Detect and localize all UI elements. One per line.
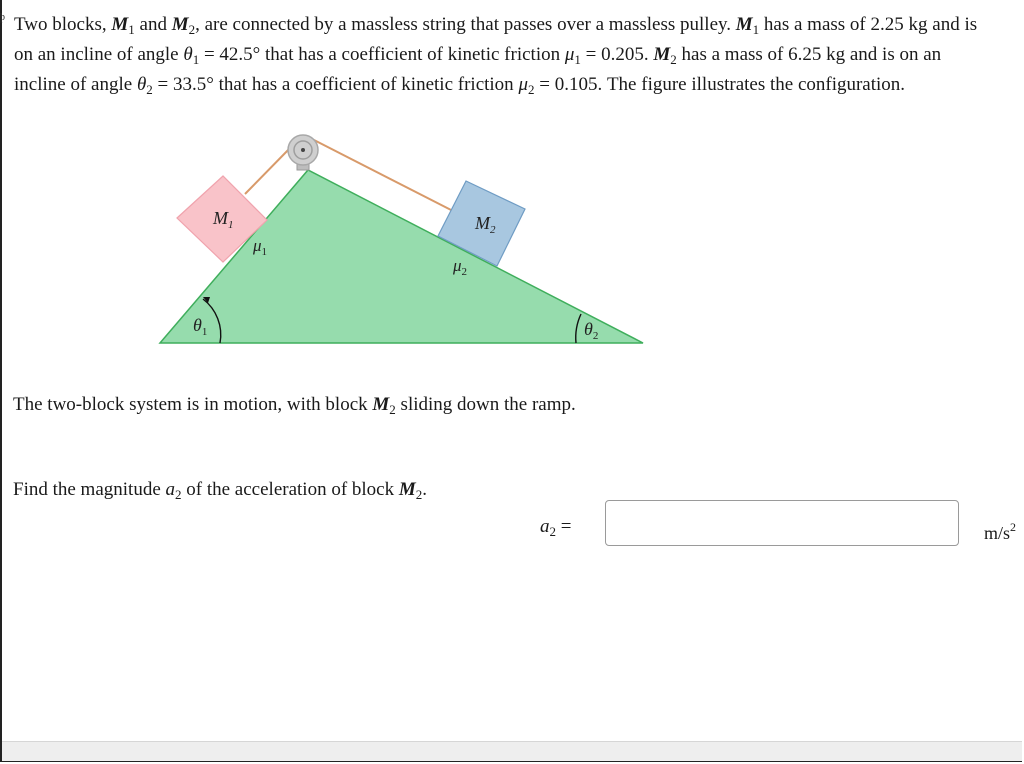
var-a2: a <box>540 516 550 537</box>
text: sliding down the ramp. <box>395 394 576 415</box>
text: has a mass of 6.25 kg and is on an <box>676 44 942 65</box>
var-m1: M <box>111 14 129 35</box>
text: has a mass of 2.25 kg and is <box>759 14 978 35</box>
unit-text: m/s <box>984 523 1011 543</box>
text: , are connected by a massless string that passes over a massless pulley. <box>195 14 736 35</box>
t: 1 <box>201 326 208 338</box>
var-theta2: θ <box>136 74 147 95</box>
var-a2: a <box>165 479 176 500</box>
motion-statement <box>13 392 576 423</box>
sub: 2 <box>175 487 182 502</box>
sub: 2 <box>549 524 556 539</box>
answer-unit <box>984 514 1016 546</box>
var-m2: M <box>372 394 390 415</box>
text: = 0.105. The figure illustrates the configuration. <box>534 74 906 95</box>
edge-marker: þ <box>0 12 5 23</box>
var-mu1: μ <box>564 44 575 65</box>
text: incline of angle <box>14 74 137 95</box>
question-prompt <box>13 477 427 508</box>
var-m2: M <box>171 14 189 35</box>
incline-diagram <box>150 128 650 353</box>
var-m2: M <box>653 44 671 65</box>
t: 2 <box>490 224 496 236</box>
text: . <box>422 479 428 500</box>
text: Two blocks, <box>14 14 112 35</box>
t: M <box>213 208 228 228</box>
t: 1 <box>228 219 234 231</box>
problem-statement <box>14 10 1024 100</box>
pulley-axle <box>301 148 305 152</box>
problem-line-2 <box>14 40 1024 70</box>
sub: 2 <box>415 487 423 502</box>
problem-line-1 <box>14 10 1024 40</box>
sub: 1 <box>574 52 581 67</box>
sub: 1 <box>192 52 200 67</box>
t: θ <box>193 315 202 335</box>
text: = 0.205. <box>580 44 654 65</box>
text: Find the magnitude <box>13 479 166 500</box>
sub: 2 <box>527 82 535 97</box>
t: μ <box>253 236 262 255</box>
t: μ <box>453 256 462 275</box>
var-theta1: θ <box>183 44 193 65</box>
t: M <box>475 213 490 233</box>
answer-input[interactable] <box>605 500 959 546</box>
text: = 42.5° that has a coefficient of kinetic friction <box>199 44 565 65</box>
var-mu2: μ <box>518 74 528 95</box>
equals: = <box>556 516 572 537</box>
sub: 2 <box>146 82 153 97</box>
text: on an incline of angle <box>14 44 184 65</box>
text: and <box>134 14 172 35</box>
sub: 2 <box>670 52 677 67</box>
answer-label <box>540 514 571 545</box>
t: θ <box>584 319 593 339</box>
t: 1 <box>261 246 268 258</box>
text: = 33.5° that has a coefficient of kinetic friction <box>152 74 519 95</box>
string-left <box>245 146 292 194</box>
bottom-bar <box>2 741 1022 761</box>
text: The two-block system is in motion, with block <box>13 394 373 415</box>
var-m1: M <box>735 14 753 35</box>
problem-line-3 <box>14 70 1024 100</box>
t: 2 <box>461 266 468 278</box>
sub: 2 <box>389 402 396 417</box>
sub: 1 <box>128 22 135 37</box>
text: of the acceleration of block <box>181 479 399 500</box>
t: 2 <box>592 330 599 342</box>
sub: 1 <box>752 22 760 37</box>
sub: 2 <box>188 22 196 37</box>
var-m2: M <box>398 479 416 500</box>
unit-exponent: 2 <box>1010 520 1017 534</box>
